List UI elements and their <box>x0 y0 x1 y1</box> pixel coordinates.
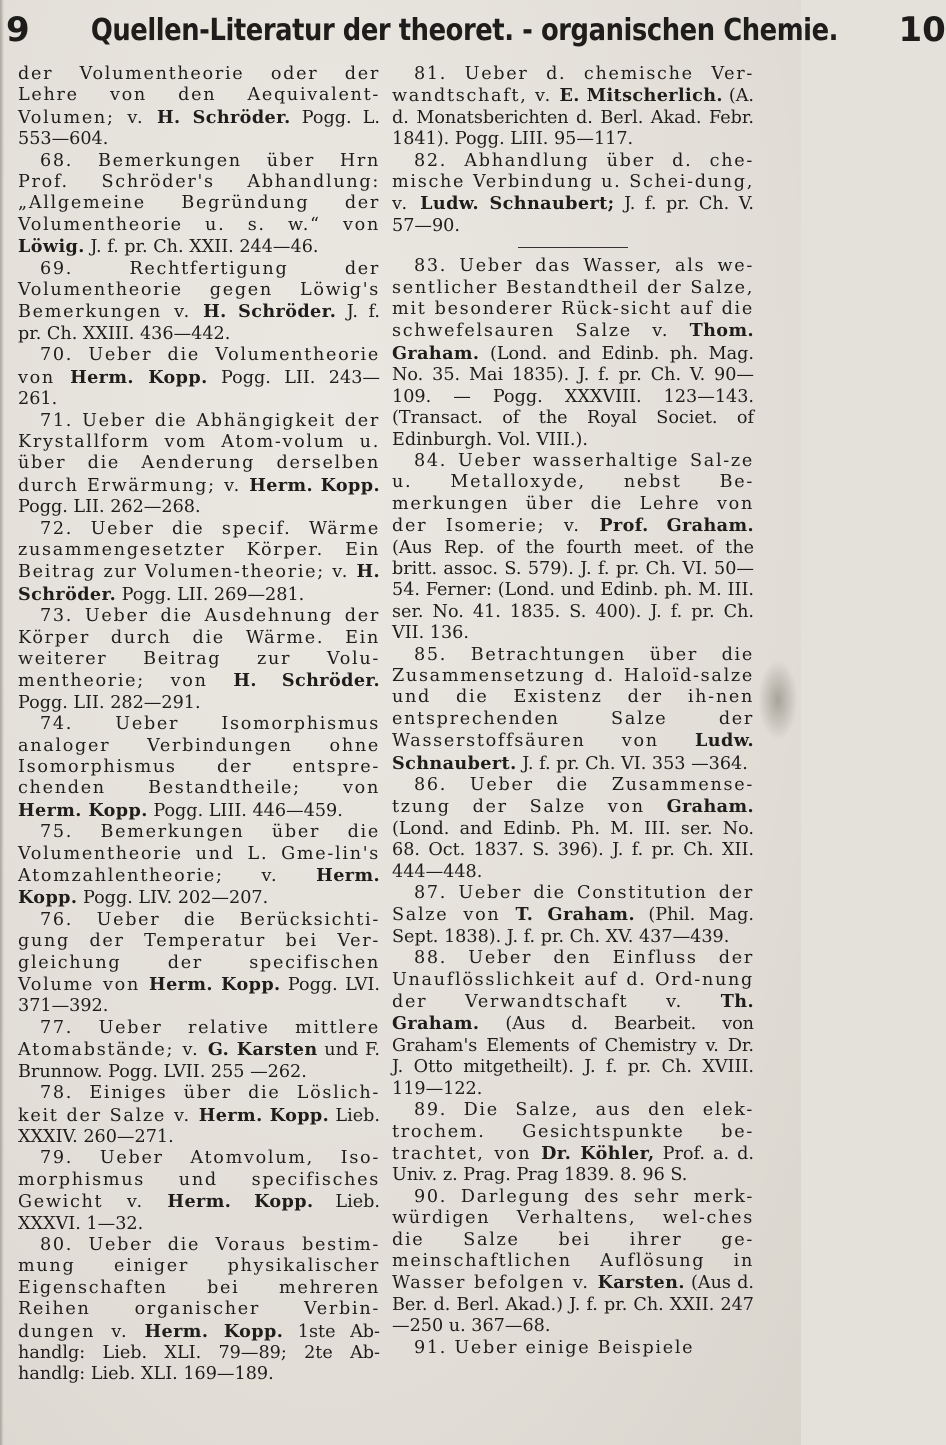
entry-author: Dr. Köhler, <box>541 1142 655 1164</box>
entry-citation: J. f. pr. Ch. XXIII. 436—442. <box>18 302 380 344</box>
bibliography-entry <box>392 1100 754 1187</box>
left-column <box>18 64 380 1386</box>
entry-citation: Pogg. LII. 243—261. <box>18 367 380 410</box>
bibliography-entry <box>18 822 380 910</box>
entry-citation: Prof. a. d. Univ. z. Prag. Prag 1839. 8. 96 S. <box>392 1143 754 1186</box>
entry-title: der Volumentheorie oder der Lehre von den Aequivalent-Volumen; v. <box>18 64 380 128</box>
entry-citation: Lieb. XXXVI. 1—32. <box>18 1192 380 1234</box>
entry-citation: J. f. pr. Ch. V. 57—90. <box>392 194 755 236</box>
bibliography-entry <box>392 1187 754 1338</box>
bibliography-entry <box>18 64 380 151</box>
entry-title: 77. Ueber relative mittlere Atomabstände; v. <box>18 1017 380 1061</box>
entry-citation: (A. d. Monatsberichten d. Berl. Akad. Febr. 1841). Pogg. LIII. 95—117. <box>392 86 754 150</box>
entry-title: 75. Bemerkungen über die Volumentheorie und L. Gme-lin's Atomzahlentheorie; v. <box>18 822 380 887</box>
entry-citation: (Aus d. Ber. d. Berl. Akad.) J. f. pr. Ch. XXII. 247—250 u. 367—68. <box>392 1273 754 1337</box>
entry-title: 69. Rechtfertigung der Volumentheorie gegen Löwig's Bemerkungen v. <box>18 258 380 323</box>
entry-author: Karsten. <box>597 1272 685 1294</box>
entry-citation: (Aus d. Bearbeit. von Graham's Elements of Chemistry v. Dr. J. Otto mitgetheilt). J. f. pr. Ch. XVIII. 119—122. <box>392 1014 754 1099</box>
bibliography-entry <box>18 1083 380 1148</box>
entry-citation: Pogg. LVI. 371—392. <box>18 975 380 1017</box>
entry-citation: Pogg. LIII. 446—459. <box>147 800 343 821</box>
entry-title: 82. Abhandlung über d. che-mische Verbindung u. Schei-dung, v. <box>392 150 754 215</box>
entry-author: Herm. Kopp. <box>70 366 208 388</box>
entry-author: H. Schröder. <box>203 301 337 323</box>
entry-title: 71. Ueber die Abhängigkeit der Krystallform vom Atom-volum u. über die Aenderung derselben durch Erwärmung; v. <box>18 410 380 496</box>
entry-author: T. Graham. <box>515 904 635 926</box>
entry-author: H. Schröder. <box>157 106 291 128</box>
bibliography-entry <box>18 1235 380 1386</box>
entry-author: Herm. Kopp. <box>167 1191 314 1213</box>
entry-citation: und F. Brunnow. Pogg. LVII. 255 —262. <box>18 1040 381 1082</box>
entry-author: Thom. Graham. <box>392 320 754 364</box>
paper-stain <box>758 660 798 740</box>
entry-citation: J. f. pr. Ch. VI. 353 —364. <box>516 753 748 774</box>
entry-author: H. Schröder. <box>233 670 380 692</box>
bibliography-entry <box>18 910 380 1018</box>
entry-citation: (Phil. Mag. Sept. 1838). J. f. pr. Ch. XV. 437—439. <box>392 905 754 947</box>
page-number-right: 10 <box>898 10 946 50</box>
bibliography-entry <box>392 883 754 948</box>
entry-author: E. Mitscherlich. <box>559 85 723 107</box>
bibliography-entry <box>18 151 380 259</box>
bibliography-entry <box>18 259 380 346</box>
page-header <box>6 6 946 54</box>
entry-citation: Pogg. LII. 269—281. <box>116 584 305 605</box>
entry-author: Prof. Graham. <box>599 515 754 537</box>
entry-author: Herm. Kopp. <box>18 799 148 821</box>
bibliography-entry <box>18 1018 380 1083</box>
bibliography-entry <box>392 1338 754 1359</box>
entry-citation: Lieb. XXXIV. 260—271. <box>18 1105 380 1147</box>
entry-title: 88. Ueber den Einfluss der Unauflösslichkeit auf d. Ord-nung der Verwandtschaft v. <box>392 948 754 1013</box>
entry-title: 73. Ueber die Ausdehnung der Körper durch die Wärme. Ein weiterer Beitrag zur Volu-mentheorie; von <box>18 606 380 692</box>
entry-author: Ludw. Schnaubert. <box>392 730 754 774</box>
entry-author: G. Karsten <box>207 1039 318 1061</box>
entry-title: 91. Ueber einige Beispiele <box>414 1337 695 1358</box>
entry-author: Herm. Kopp. <box>198 1104 330 1126</box>
bibliography-entry <box>18 1148 380 1235</box>
entry-citation: Pogg. LII. 282—291. <box>18 692 201 713</box>
bibliography-entry <box>392 948 754 1100</box>
bibliography-entry <box>18 345 380 410</box>
entry-citation: J. f. pr. Ch. XXII. 244—46. <box>84 237 319 258</box>
entry-title: 78. Einiges über die Löslich-keit der Salze v. <box>18 1083 380 1126</box>
bibliography-entry <box>392 64 754 151</box>
entry-author: H. Schröder. <box>18 561 380 605</box>
entry-title: 89. Die Salze, aus den elek-trochem. Gesichtspunkte be-trachtet, von <box>392 1100 754 1164</box>
entry-author: Th. Graham. <box>392 991 754 1035</box>
entry-citation: (Lond. and Edinb. Ph. M. III. ser. No. 68. Oct. 1837. S. 396). J. f. pr. Ch. XII. 444—448. <box>392 818 754 882</box>
entry-author: Löwig. <box>18 236 85 258</box>
entry-title: 76. Ueber die Berücksichti-gung der Temperatur bei Ver-gleichung der specifischen Volume von <box>18 909 380 996</box>
entry-author: Herm. Kopp. <box>249 474 380 496</box>
entry-citation: (Lond. and Edinb. ph. Mag. No. 35. Mai 1835). J. f. pr. Ch. V. 90—109. — Pogg. XXXVIII. 123—143. (Transact. of the Royal Societ. of Edinburgh. Vol. VIII.). <box>392 343 754 450</box>
entry-citation: Pogg. L. 553—604. <box>18 107 380 150</box>
entry-author: Graham. <box>666 796 754 818</box>
entry-title: 87. Ueber die Constitution der Salze von <box>392 883 754 926</box>
bibliography-entry <box>18 714 380 822</box>
entry-title: 74. Ueber Isomorphismus analoger Verbindungen ohne Isomorphismus der entspre-chenden Bestandtheile; von <box>18 714 380 799</box>
bibliography-entry <box>392 256 754 451</box>
entry-title: 90. Darlegung des sehr merk-würdigen Verhaltens, wel-ches die Salze bei ihrer ge-meinschaftlichen Auflösung in Wasser befolgen v. <box>392 1186 754 1294</box>
entry-author: Herm. Kopp. <box>149 974 281 996</box>
entry-author: Herm. Kopp. <box>144 1320 284 1342</box>
entry-title: 81. Ueber d. chemische Ver-wandtschaft, v. <box>392 64 754 107</box>
bibliography-entry <box>392 151 754 238</box>
entry-title: 86. Ueber die Zusammense-tzung der Salze von <box>392 775 754 818</box>
entry-title: 79. Ueber Atomvolum, Iso-morphismus und specifisches Gewicht v. <box>18 1148 380 1213</box>
bibliography-entry <box>18 519 380 607</box>
running-title: Quellen-Literatur der theoret. - organischen Chemie. <box>90 12 838 48</box>
bibliography-entry <box>392 645 754 775</box>
entry-title: 70. Ueber die Volumentheorie von <box>18 345 380 388</box>
bibliography-entry <box>18 411 380 519</box>
entry-title: 84. Ueber wasserhaltige Sal-ze u. Metalloxyde, nebst Be-merkungen über die Lehre von der Isomerie; v. <box>392 450 754 537</box>
bibliography-entry <box>392 775 754 883</box>
entry-citation: (Aus Rep. of the fourth meet. of the britt. assoc. S. 579). J. f. pr. Ch. VI. 50—54. Ferner: (Lond. und Edinb. ph. M. III. ser. No. 41. 1835. S. 400). J. f. pr. Ch. VII. 136. <box>392 537 754 644</box>
entry-author: Herm. Kopp. <box>18 865 380 909</box>
section-divider <box>518 247 628 248</box>
entry-title: 83. Ueber das Wasser, als we-sentlicher Bestandtheil der Salze, mit besonderer Rück-sicht auf die schwefelsauren Salze v. <box>392 256 754 342</box>
bibliography-entry <box>392 451 754 645</box>
entry-title: 85. Betrachtungen über die Zusammensetzung d. Haloïd-salze und die Existenz der ih-nen entsprechenden Salze der Wasserstoffsäuren von <box>392 644 754 752</box>
page-number-left: 9 <box>6 10 30 50</box>
entry-title: 80. Ueber die Voraus bestim-mung einiger physikalischer Eigenschaften bei mehreren Reihen organischer Verbin-dungen v. <box>18 1234 380 1342</box>
right-column <box>392 64 754 1359</box>
entry-citation: Pogg. LII. 262—268. <box>18 497 201 518</box>
entry-title: 72. Ueber die specif. Wärme zusammengesetzter Körper. Ein Beitrag zur Volumen-theorie; v. <box>18 518 380 583</box>
bibliography-entry <box>18 606 380 714</box>
entry-citation: 1ste Ab-handlg: Lieb. XLI. 79—89; 2te Ab-handlg: Lieb. XLI. 169—189. <box>18 1321 380 1385</box>
entry-author: Ludw. Schnaubert; <box>420 193 615 215</box>
entry-citation: Pogg. LIV. 202—207. <box>77 888 269 909</box>
page-edge-shadow <box>0 0 4 1445</box>
entry-title: 68. Bemerkungen über Hrn Prof. Schröder's Abhandlung: „Allgemeine Begründung der Volumentheorie u. s. w.“ von <box>18 150 380 235</box>
